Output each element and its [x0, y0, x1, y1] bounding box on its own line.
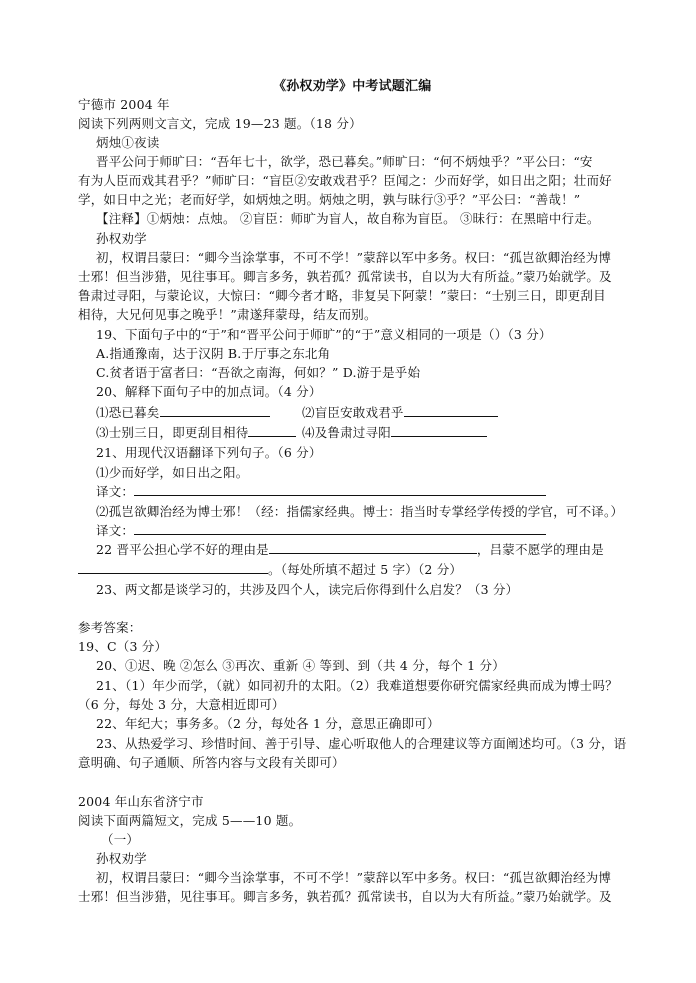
- question-22-line: 。（每处所填不超过 5 字）（2 分）: [78, 561, 462, 579]
- answer-line: 20、①迟、晚 ②怎么 ③再次、重新 ④ 等到、到（共 4 分，每个 1 分）: [96, 658, 505, 673]
- question-19-options: C.贫者语于富者曰：“吾欲之南海，何如？” D.游于是乎始: [96, 365, 421, 380]
- section2-part-label: （一）: [101, 832, 140, 847]
- section2-instruction: 阅读下面两篇短文，完成 5——10 题。: [78, 813, 302, 828]
- question-20-item: ⑷及鲁肃过寻阳: [302, 424, 487, 442]
- question-20-stem: 20、解释下面句子中的加点词。（4 分）: [96, 384, 322, 399]
- answer-line: （6 分，每处 3 分，大意相近即可）: [78, 697, 285, 712]
- section2-passage-title: 孙权劝学: [96, 851, 147, 866]
- question-21-item: ⑴少而好学，如日出之阳。: [96, 465, 249, 480]
- passage1-title: 炳烛①夜读: [96, 135, 160, 150]
- passage2-line: 士邪！但当涉猎，见往事耳。卿言多务，孰若孤？孤常读书，自以为大有所益。”蒙乃始就学。及: [78, 269, 612, 284]
- passage2-title: 孙权劝学: [96, 231, 147, 246]
- question-21-item: ⑵孤岂欲卿治经为博士邪！（经：指儒家经典。博士：指当时专掌经学传授的学官，可不译。）: [96, 504, 624, 519]
- question-20-item: ⑵盲臣安敢戏君乎: [302, 404, 498, 422]
- question-20-item: ⑴恐已暮矣: [96, 404, 270, 422]
- answer-blank[interactable]: [160, 404, 270, 417]
- passage1-line: 有为人臣而戏其君乎？”师旷曰：“盲臣②安敢戏君乎？臣闻之：少而好学，如日出之阳；壮而好: [78, 173, 612, 188]
- translation-line: 译文：: [96, 522, 546, 540]
- document-title: 《孙权劝学》中考试题汇编: [273, 79, 432, 94]
- answer-blank[interactable]: [248, 424, 296, 437]
- passage1-note: 【注释】①炳烛：点烛。 ②盲臣：师旷为盲人，故自称为盲臣。 ③昧行：在黑暗中行走。: [96, 211, 600, 226]
- passage2-line: 相待，大兄何见事之晚乎！”肃遂拜蒙母，结友而别。: [78, 307, 377, 322]
- question-23-stem: 23、两文都是谈学习的，共涉及四个人，读完后你得到什么启发？（3 分）: [96, 582, 519, 597]
- answer-blank[interactable]: [404, 404, 498, 417]
- answer-line: 23、从热爱学习、珍惜时间、善于引导、虚心听取他人的合理建议等方面阐述均可。（3 分，语: [96, 736, 627, 751]
- question-19-options: A.指通豫南，达于汉阴 B.于厅事之东北角: [96, 346, 331, 361]
- section2-passage-line: 士邪！但当涉猎，见往事耳。卿言多务，孰若孤？孤常读书，自以为大有所益。”蒙乃始就学。及: [78, 889, 612, 904]
- translation-line: 译文：: [96, 483, 546, 501]
- section1-instruction: 阅读下列两则文言文，完成 19—23 题。（18 分）: [78, 116, 362, 131]
- section1-source: 宁德市 2004 年: [78, 97, 170, 112]
- answer-line: 22、年纪大；事务多。（2 分，每处各 1 分，意思正确即可）: [96, 716, 440, 731]
- answer-blank[interactable]: [134, 483, 546, 496]
- answer-blank[interactable]: [269, 541, 477, 554]
- passage1-line: 晋平公问于师旷曰：“吾年七十，欲学，恐已暮矣。”师旷曰：“何不炳烛乎？”平公曰：“安: [96, 154, 593, 169]
- question-20-item: ⑶士别三日，即更刮目相待: [96, 424, 296, 442]
- question-21-stem: 21、用现代汉语翻译下列句子。（6 分）: [96, 445, 322, 460]
- answer-line: 21、（1）年少而学，（就）如同初升的太阳。（2）我难道想要你研究儒家经典而成为博士吗？: [96, 678, 618, 693]
- answers-heading: 参考答案：: [78, 620, 142, 635]
- passage2-line: 初，权谓吕蒙曰：“卿今当涂掌事，不可不学！”蒙辞以军中多务。权曰：“孤岂欲卿治经为博: [96, 250, 612, 265]
- question-22-line: 22 晋平公担心学不好的理由是 ，吕蒙不愿学的理由是: [96, 542, 604, 557]
- answer-blank[interactable]: [78, 561, 268, 574]
- section2-source: 2004 年山东省济宁市: [78, 794, 204, 809]
- answer-line: 意明确、句子通顺、所答内容与文段有关即可）: [78, 755, 345, 770]
- section2-passage-line: 初，权谓吕蒙曰：“卿今当涂掌事，不可不学！”蒙辞以军中多务。权曰：“孤岂欲卿治经为博: [96, 870, 612, 885]
- answer-blank[interactable]: [391, 424, 487, 437]
- answer-blank[interactable]: [134, 522, 546, 535]
- passage2-line: 鲁肃过寻阳，与蒙论议，大惊曰：“卿今者才略，非复吴下阿蒙！”蒙曰：“士别三日，即更刮目: [78, 288, 606, 303]
- question-19-stem: 19、下面句子中的“于”和“晋平公问于师旷”的“于”意义相同的一项是（）（3 分）: [96, 327, 552, 342]
- passage1-line: 学，如日中之光；老而好学，如炳烛之明。炳烛之明，孰与昧行③乎？”平公曰：“善哉！”: [78, 192, 581, 207]
- answer-line: 19、C（3 分）: [78, 639, 168, 654]
